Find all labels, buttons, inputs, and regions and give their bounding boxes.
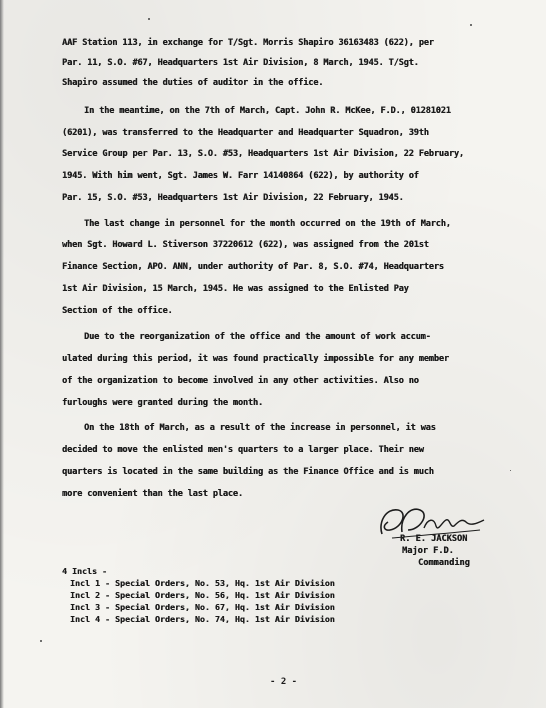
body-line: furloughs were granted during the month.	[62, 398, 263, 408]
inclosure-item: Incl 4 - Special Orders, No. 74, Hq. 1st Air Division	[70, 614, 335, 624]
body-line: The last change in personnel for the month occurred on the 19th of March,	[84, 219, 451, 229]
body-line: In the meantime, on the 7th of March, Capt. John R. McKee, F.D., 01281021	[84, 106, 451, 116]
signer-rank: Major F.D.	[402, 546, 454, 556]
body-line: more convenient than the last place.	[62, 489, 243, 499]
signer-name: R. E. JACKSON	[400, 534, 468, 544]
body-line: decided to move the enlisted men's quarters to a larger place. Their new	[62, 445, 424, 455]
inclosures-header: 4 Incls -	[62, 566, 107, 576]
body-line: Due to the reorganization of the office and the amount of work accum-	[84, 332, 431, 342]
body-line: On the 18th of March, as a result of the increase in personnel, it was	[84, 423, 436, 433]
body-line: Par. 11, S.O. #67, Headquarters 1st Air Division, 8 March, 1945. T/Sgt.	[62, 58, 419, 68]
body-line: Finance Section, APO. ANN, under authority of Par. 8, S.O. #74, Headquarters	[62, 262, 444, 272]
inclosure-item: Incl 2 - Special Orders, No. 56, Hq. 1st Air Division	[70, 590, 335, 600]
body-line: AAF Station 113, in exchange for T/Sgt. Morris Shapiro 36163483 (622), per	[62, 38, 434, 48]
body-line: 1945. With him went, Sgt. James W. Farr 14140864 (622), by authority of	[62, 171, 419, 181]
body-line: Service Group per Par. 13, S.O. #53, Headquarters 1st Air Division, 22 February,	[62, 149, 464, 159]
page-number: - 2 -	[270, 677, 298, 687]
body-line: quarters is located in the same building as the Finance Office and is much	[62, 467, 434, 477]
body-line: (6201), was transferred to the Headquarter and Headquarter Squadron, 39th	[62, 128, 429, 138]
body-line: ulated during this period, it was found practically impossible for any member	[62, 354, 449, 364]
body-line: Par. 15, S.O. #53, Headquarters 1st Air Division, 22 February, 1945.	[62, 193, 404, 203]
body-line: Shapiro assumed the duties of auditor in the office.	[62, 78, 324, 88]
inclosure-item: Incl 1 - Special Orders, No. 53, Hq. 1st Air Division	[70, 578, 335, 588]
body-line: when Sgt. Howard L. Stiverson 37220612 (622), was assigned from the 201st	[62, 240, 429, 250]
inclosure-item: Incl 3 - Special Orders, No. 67, Hq. 1st Air Division	[70, 602, 335, 612]
body-line: 1st Air Division, 15 March, 1945. He was assigned to the Enlisted Pay	[62, 284, 409, 294]
scan-speck	[40, 640, 42, 642]
signer-title: Commanding	[418, 558, 470, 568]
body-line: Section of the office.	[62, 306, 173, 316]
scan-edge-shadow	[0, 0, 4, 708]
scan-speck	[510, 470, 511, 471]
scan-speck	[470, 24, 472, 26]
body-line: of the organization to become involved in any other activities. Also no	[62, 376, 419, 386]
scan-speck	[148, 18, 150, 20]
